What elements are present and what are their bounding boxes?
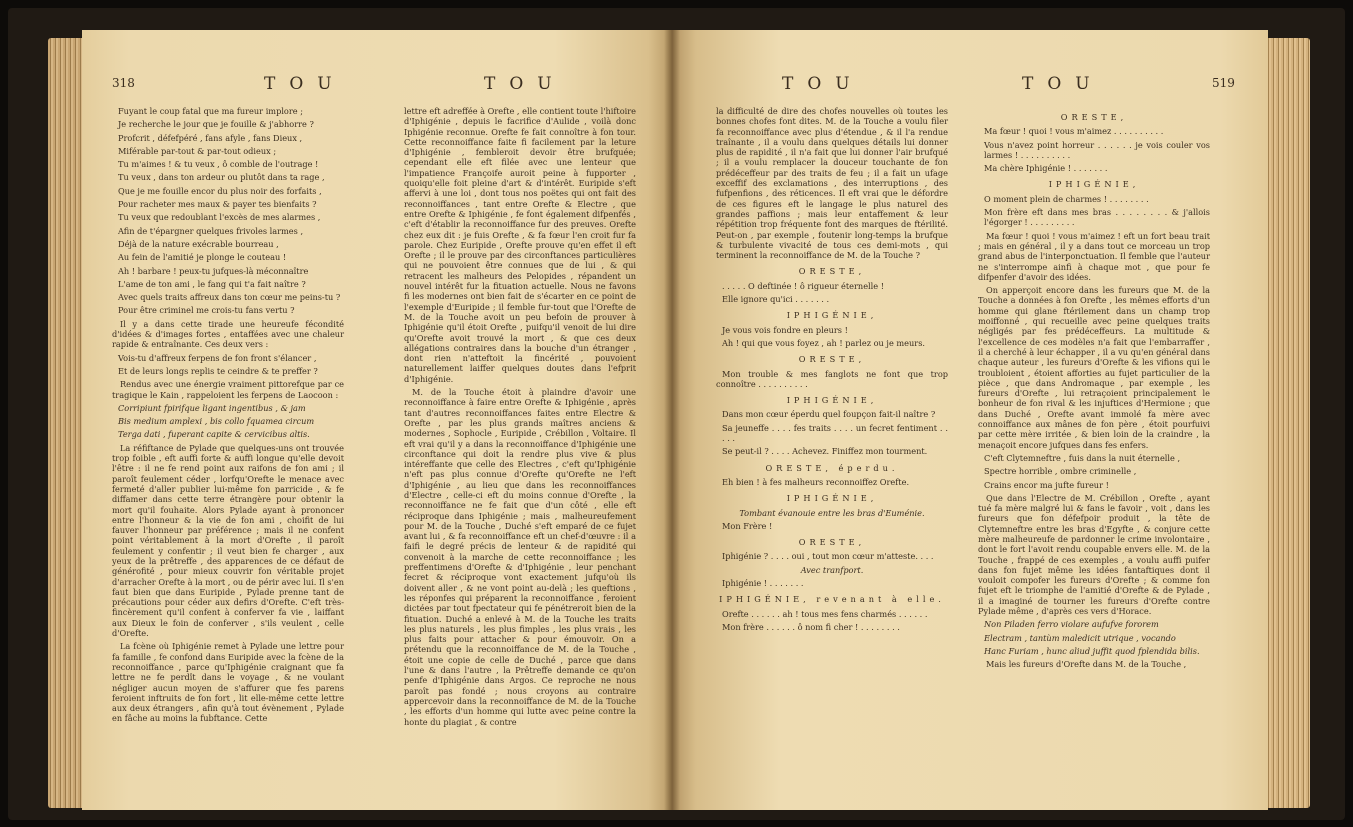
- stage-direction: Avec tranfport.: [800, 564, 864, 575]
- verse-line: L'ame de ton ami , le fang qui t'a fait naître ?: [118, 278, 306, 289]
- verse-line: Ma fœur ! quoi ! vous m'aimez . . . . . . . . . .: [984, 126, 1164, 137]
- latin-quote: Terga dati , fuperant capite & cervicibus altis.: [118, 429, 310, 440]
- verse-line: Ma chère Iphigénie ! . . . . . . .: [984, 163, 1108, 174]
- verse-line: Iphigénie ! . . . . . . .: [722, 577, 804, 588]
- paragraph: Que dans l'Electre de M. Crébillon , Orefte , ayant tué fa mère malgré lui & fans le favoir , voit , dans les fureurs que fon défefpoir produit , la tête de Clytemneftre entre les bras d'Egyfte , & conjure cette mère malheureufe de pardonner le crime involontaire , dont le fort l'avoit rendu coupable envers elle. M. de la Touche , frappé de ces exemples , a voulu auffi puifer dans fon fujet même les idées fantaftiques dont il vouloit compofer les fureurs d'Orefte ; & comme fon fujet eft le triomphe de l'amitié d'Orefte & de Pylade , il a imaginé de tourner les fureurs d'Orefte contre Pylade même , d'après ces vers d'Horace.: [978, 492, 1210, 617]
- running-head: TOU: [264, 74, 346, 94]
- verse-line: Se peut-il ? . . . . Achevez. Finiffez mon tourment.: [722, 446, 928, 457]
- book-gutter: [664, 30, 680, 810]
- book: [8, 8, 1345, 820]
- verse-line: Mon Frère !: [722, 520, 773, 531]
- paragraph: Il y a dans cette tirade une heureufe fécondité d'idées & d'images fortes , entaffées avec une chaleur rapide & entraînante. Ces deux vers :: [112, 318, 344, 350]
- paragraph: lettre eft adreffée à Orefte , elle contient toute l'hiftoire d'Iphigénie , depuis le facrifice d'Aulide , voilà donc Iphigénie reconnue. Orefte fe fait connoître à fon tour. Cette reconnoiffance faite fi facilement par la leture d'Iphigénie , fembleroit devoir être brufquée; cependant elle eft filée avec une lenteur que l'impatience Françoife auroit peine à fupporter , quoiqu'elle foit pleine d'art & d'intérêt. Euripide s'eft affervi à une loi , dont tous nos poëtes qui ont fait des reconnoiffances , tant entre Orefte & Electre , que entre Orefte & Iphigénie , fe font également difpenfés , c'eft d'établir la reconnoiffance fur des preuves. Orefte chez eux dit : je fuis Orefte , & fa fœur l'en croit fur fa parole. Chez Euripide , Orefte prouve qu'en effet il eft Orefte ; il le prouve par des circonftances particulières qui ne pouvoient être connues que de lui , & qui retracent les malheurs des Pelopides , répandent un nouvel intérêt fur la fituation actuelle. Nous ne favons fi les modernes ont bien fait de s'écarter en ce point de l'exemple d'Euripide ; il femble fur-tout que l'Orefte de M. de la Touche avoit un peu befoin de prouver à Iphigénie qu'il étoit Orefte , puifqu'il venoit de lui dire qu'Orefte avoit trouvé la mort , & que ces deux allégations contraires dans la bouche d'un étranger , dont rien n'atteftoit la fincérité , pouvoient naturellement laiffer quelques doutes dans l'efprit d'Iphigénie.: [404, 106, 636, 384]
- text-column: [978, 106, 1210, 673]
- speaker-heading: ORESTE, éperdu.: [765, 462, 899, 473]
- running-head: TOU: [1022, 74, 1104, 94]
- paragraph: On apperçoit encore dans les fureurs que M. de la Touche a données à fon Orefte , les mêmes efforts d'un homme qui glane ftérilement dans un champ trop moiffonné , qui recueille avec peine quelques traits négligés par fes prédéceffeurs. La multitude & l'excellence de ces modèles n'a fait que l'embarraffer , il a cherché à leur échapper , il a vu qu'en général dans chaque auteur , les fureurs d'Orefte & les vifions qui le troubloient , étoient afforties au fujet particulier de la pièce , que dans Andromaque , par exemple , les fureurs d'Orefte , lui retraçoient principalement le bonheur de fon rival & les injuftices d'Hermione ; que dans Duché , Orefte avant immolé fa mère avec connoiffance aux mânes de fon père , étoit pourfuivi par cette mère irritée , & bien loin de la craindre , la menaçoit encore jufques dans fes enfers.: [978, 285, 1210, 450]
- verse-line: Ah ! barbare ! peux-tu jufques-là méconnaître: [118, 265, 309, 276]
- verse-line: Mon frère eft dans mes bras . . . . . . . . & j'allois l'égorger ! . . . . . . . . .: [984, 207, 1210, 228]
- paragraph: La fcène où Iphigénie remet à Pylade une lettre pour fa famille , fe confond dans Euripide avec la fcène de la reconnoiffance , parce qu'Iphigénie craignant que fa lettre ne fe perdît dans le voyage , & ne voulant négliger aucun moyen de s'affurer que fes parens feroient inftruits de fon fort , lit elle-même cette lettre aux deux étrangers , afin qu'à tout évènement , Pylade en fâche au moins la fubftance. Cette: [112, 641, 344, 724]
- verse-line: O moment plein de charmes ! . . . . . . . .: [984, 193, 1149, 204]
- right-page: [672, 30, 1268, 810]
- verse-line: Elle ignore qu'ici . . . . . . .: [722, 294, 830, 305]
- latin-quote: Non Piladen ferro violare aufufve fororem: [984, 619, 1159, 630]
- verse-line: Je recherche le jour que je fouille & j'abhorre ?: [118, 119, 314, 130]
- verse-line: Crains encor ma jufte fureur !: [984, 479, 1109, 490]
- verse-line: Mon frère . . . . . . ô nom fi cher ! . . . . . . . .: [722, 621, 900, 632]
- verse-line: Afin de t'épargner quelques frivoles larmes ,: [118, 225, 304, 236]
- paragraph: Ma fœur ! quoi ! vous m'aimez ! eft un fort beau trait ; mais en général , il y a dans tout ce morceau un trop grand abus de l'interponctuation. Il femble que l'auteur ne s'interrompe ainfi à chaque mot , que pour fe difpenfer d'avoir des idées.: [978, 230, 1210, 282]
- text-column: [404, 106, 636, 730]
- verse-line: Tu m'aimes ! & tu veux , ô comble de l'outrage !: [118, 159, 319, 170]
- verse-line: Fuyant le coup fatal que ma fureur implore ;: [118, 106, 303, 116]
- speaker-heading: IPHIGÉNIE, revenant à elle.: [719, 594, 945, 605]
- paragraph: Rendus avec une énergie vraiment pittorefque par ce tragique le Kain , rappeloient les ferpens de Laocoon :: [112, 379, 344, 400]
- verse-line: Que je me fouille encor du plus noir des forfaits ,: [118, 185, 322, 196]
- left-page: [82, 30, 672, 810]
- verse-line: Pour racheter mes maux & payer tes bienfaits ?: [118, 199, 317, 210]
- running-head: TOU: [484, 74, 566, 94]
- speaker-heading: IPHIGÉNIE,: [786, 493, 878, 504]
- speaker-heading: IPHIGÉNIE,: [1048, 179, 1140, 190]
- page-number: 519: [1212, 76, 1235, 90]
- verse-line: Et de leurs longs replis te ceindre & te preffer ?: [118, 365, 318, 376]
- paragraph: M. de la Touche étoit à plaindre d'avoir une reconnoiffance à faire entre Orefte & Iphigénie , après tant d'autres reconnoiffances faites entre Electre & Orefte , par les plus grands maîtres anciens & modernes , Sophocle , Euripide , Crébillon , Voltaire. Il eft vrai qu'il y a dans la reconnoiffance d'Iphigénie une circonftance qui doit la rendre plus vive & plus intéreffante que celle des Electres , c'eft qu'Iphigénie n'eft pas plus connue d'Orefte qu'Orefte ne l'eft d'Iphigénie , au lieu que dans les reconnoiffances d'Electre , celle-ci eft du moins connue d'Orefte , la reconnoiffance ne fe fait que d'un côté , elle eft réciproque dans Iphigénie ; mais , malheureufement pour M. de la Touche , Duché s'eft emparé de ce fujet avant lui , & fa reconnoiffance eft un chef-d'œuvre : il a faifi le degré précis de lenteur & de rapidité qui convenoit à la marche de cette reconnoiffance ; les preffentimens d'Orefte & d'Iphigénie , leur penchant fecret & réciproque vont exactement jufqu'où ils doivent aller , & ne vont point au-delà ; les queftions , les réponfes qui préparent la reconnoiffance , feroient dictées par tout fpectateur qui fe pénétreroit bien de la fituation. Duché a enlevé à M. de la Touche les traits les plus naturels , les plus fimples , les plus vrais , les plus faits pour attacher & pour émouvoir. On a prétendu que la reconnoiffance de M. de la Touche , étoit une copie de celle de Duché , parce que dans l'une & dans l'autre , la Prêtreffe demande ce qu'on penfe d'Iphigénie dans Argos. Ce reproche ne nous paroît pas fondé ; nous croyons au contraire appercevoir dans la reconnoiffance de M. de la Touche , les efforts d'un homme qui lutte avec peine contre la honte du plagiat , & contre: [404, 387, 636, 727]
- verse-line: Sa jeuneffe . . . . fes traits . . . . un fecret fentiment . . . . .: [722, 422, 948, 444]
- verse-line: Au fein de l'amitié je plonge le couteau !: [118, 252, 287, 263]
- verse-line: Eh bien ! à fes malheurs reconnoiffez Orefte.: [722, 476, 910, 487]
- verse-line: Pour être criminel me crois-tu fans vertu ?: [118, 305, 295, 316]
- verse-line: Profcrit , défefpéré , fans afyle , fans Dieux ,: [118, 132, 303, 143]
- verse-line: Vois-tu d'affreux ferpens de fon front s'élancer ,: [118, 352, 317, 363]
- latin-quote: Hanc Furiam , hunc aliud juffit quod fplendida bilis.: [984, 645, 1200, 656]
- verse-line: Iphigénie ? . . . . oui , tout mon cœur m'atteste. . . .: [722, 551, 934, 562]
- verse-line: Dans mon cœur éperdu quel foupçon fait-il naître ?: [722, 409, 936, 420]
- verse-line: Orefte . . . . . . ah ! tous mes fens charmés . . . . . .: [722, 608, 928, 619]
- verse-line: Miférable par-tout & par-tout odieux ;: [118, 145, 277, 156]
- paragraph: la difficulté de dire des chofes nouvelles où toutes les bonnes chofes font dites. M. de la Touche a voulu filer fa reconnoiffance avec plus d'étendue , & il l'a rendue traînante , il a voulu dans quelques détails lui donner plus de rapidité , il n'a fait que lui donner l'air brufqué ; il a voulu remplacer la douceur touchante de fon prédéceffeur par des traits de feu ; il a fait un ufage exceffif des exclamations , des interruptions , des fufpenfions , des réticences. Il eft vrai que le défordre de ces figures eft le langage le plus naturel des grandes paffions ; mais leur entaffement & leur répétition trop fréquente font des marques de ftérilité. Peut-on , par exemple , foutenir long-temps la brufque & turbulente vivacité de tous ces demi-mots , qui terminent la reconnoiffance de M. de la Touche ?: [716, 106, 948, 261]
- paragraph: Mais les fureurs d'Orefte dans M. de la Touche ,: [986, 659, 1187, 670]
- verse-line: Ah ! qui que vous foyez , ah ! parlez ou je meurs.: [722, 337, 926, 348]
- latin-quote: Electram , tantùm maledicit utrique , vocando: [984, 632, 1176, 643]
- speaker-heading: ORESTE,: [798, 266, 866, 277]
- text-column: [112, 106, 344, 727]
- latin-quote: Bis medium amplexi , bis collo fquamea circum: [118, 416, 315, 427]
- verse-line: Je vous vois fondre en pleurs !: [722, 324, 848, 335]
- page-edges-right: [1266, 38, 1310, 808]
- verse-line: Mon trouble & mes fanglots ne font que trop connoître . . . . . . . . . .: [716, 368, 948, 389]
- latin-quote: Corripiunt fpirifque ligant ingentibus , & jam: [118, 402, 306, 413]
- verse-line: Spectre horrible , ombre criminelle ,: [984, 466, 1137, 477]
- text-column: [716, 106, 948, 635]
- speaker-heading: ORESTE,: [798, 354, 866, 365]
- verse-line: . . . . . O deftinée ! ô rigueur éternelle !: [722, 280, 885, 291]
- stage-direction: Tombant évanouie entre les bras d'Euménie.: [739, 507, 925, 518]
- verse-line: Avec quels traits affreux dans ton cœur me peins-tu ?: [118, 292, 341, 303]
- paragraph: La réfiftance de Pylade que quelques-uns ont trouvée trop foible , eft auffi forte & auffi longue qu'elle devoit l'être : il ne fe rend point aux raifons de fon ami ; il paroît feulement céder , lorfqu'Orefte le menace avec fermeté d'aller publier lui-même fon parricide , & fe diffamer dans cette terre étrangère pour obtenir la mort qu'il fouhaite. Alors Pylade ayant à prononcer entre l'honneur & la vie de fon ami , choifit de lui fauver l'honneur par préférence ; mais il ne confent point véritablement à la mort d'Orefte , il paroît feulement y confentir ; il veut bien fe charger , aux yeux de la prêtreffe , des apparences de ce défaut de générofité , pour mieux couvrir fon véritable projet d'arracher Orefte à la mort , ou de périr avec lui. Il s'en faut bien que dans Euripide , Pylade prenne tant de précautions pour céder aux defirs d'Orefte. C'eft très-fincèrement qu'il confent à conferver fa vie , laiffant aux Dieux le foin de conferver , s'ils veulent , celle d'Orefte.: [112, 442, 344, 639]
- speaker-heading: IPHIGÉNIE,: [786, 310, 878, 321]
- page-edges-left: [48, 38, 86, 808]
- verse-line: Déjà de la nature exécrable bourreau ,: [118, 238, 279, 249]
- speaker-heading: IPHIGÉNIE,: [786, 395, 878, 406]
- verse-line: C'eft Clytemneftre , fuis dans la nuit éternelle ,: [984, 452, 1181, 463]
- page-number: 318: [112, 76, 135, 90]
- verse-line: Tu veux , dans ton ardeur ou plutôt dans ta rage ,: [118, 172, 325, 183]
- speaker-heading: ORESTE,: [1060, 112, 1128, 122]
- speaker-heading: ORESTE,: [798, 537, 866, 548]
- verse-line: Tu veux que redoublant l'excès de mes alarmes ,: [118, 212, 321, 223]
- running-head: TOU: [782, 74, 864, 94]
- verse-line: Vous n'avez point horreur . . . . . . je vois couler vos larmes ! . . . . . . . . . .: [984, 139, 1210, 160]
